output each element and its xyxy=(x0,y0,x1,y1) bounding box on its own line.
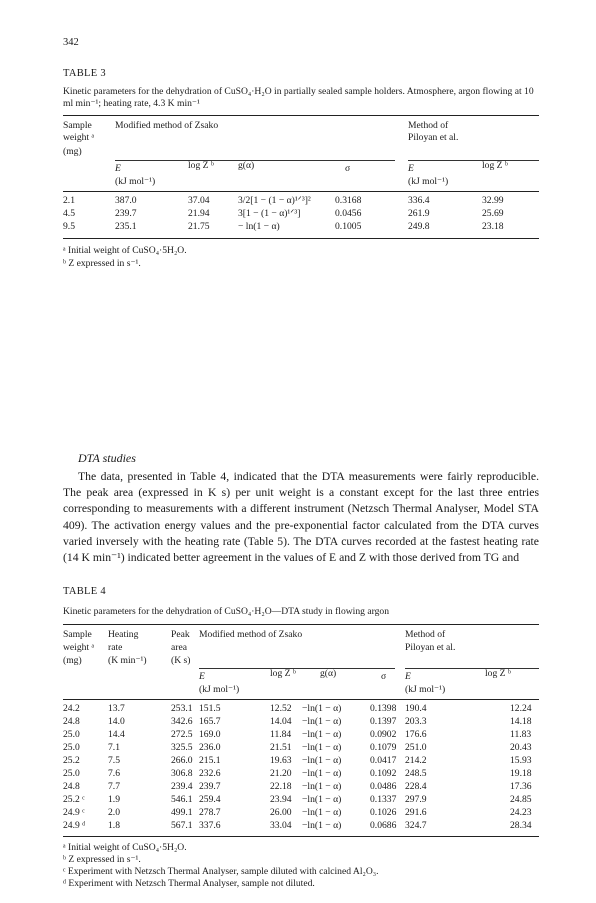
table4-h-E2: E xyxy=(405,671,411,682)
table4-h-zsako: Modified method of Zsako xyxy=(199,629,303,640)
cell-logZ: 21.20 xyxy=(270,768,292,779)
cell-logZ: 26.00 xyxy=(270,807,292,818)
cell-g: −ln(1 − α) xyxy=(302,742,342,753)
cell-weight: 4.5 xyxy=(63,208,75,219)
cell-logZ2: 17.36 xyxy=(510,781,532,792)
table4-h-kmin: (K min⁻¹) xyxy=(108,655,147,666)
cell-area: 325.5 xyxy=(171,742,193,753)
table4-h-area: area xyxy=(171,642,187,653)
cell-g: 3[1 − (1 − α)¹ᐟ³] xyxy=(238,208,301,219)
cell-logZ2: 23.18 xyxy=(482,221,504,232)
table4-h-peak: Peak xyxy=(171,629,190,640)
cell-E2: 297.9 xyxy=(405,794,427,805)
cell-weight: 24.9 ᶜ xyxy=(63,807,85,818)
table4-h-ks: (K s) xyxy=(171,655,191,666)
table4-h-mg: (mg) xyxy=(63,655,82,666)
cell-E2: 214.2 xyxy=(405,755,427,766)
cell-E: 278.7 xyxy=(199,807,221,818)
cell-rate: 7.6 xyxy=(108,768,120,779)
cell-E2: 176.6 xyxy=(405,729,427,740)
cell-weight: 24.8 xyxy=(63,716,80,727)
cell-g: −ln(1 − α) xyxy=(302,716,342,727)
table3-h-logZ2: log Z ᵇ xyxy=(482,160,508,171)
cell-weight: 9.5 xyxy=(63,221,75,232)
cell-E: 165.7 xyxy=(199,716,221,727)
cell-E: 169.0 xyxy=(199,729,221,740)
cell-logZ2: 24.23 xyxy=(510,807,532,818)
cell-g: − ln(1 − α) xyxy=(238,221,280,232)
cell-logZ2: 19.18 xyxy=(510,768,532,779)
table3-bottom-rule xyxy=(63,238,539,239)
table4-h-E: E xyxy=(199,671,205,682)
table4-h-method-of: Method of xyxy=(405,629,446,640)
table4-h-g: g(α) xyxy=(320,668,337,679)
cell-rate: 2.0 xyxy=(108,807,120,818)
cell-logZ: 21.51 xyxy=(270,742,292,753)
cell-E2: 291.6 xyxy=(405,807,427,818)
cell-logZ: 21.75 xyxy=(188,221,210,232)
cell-logZ: 37.04 xyxy=(188,195,210,206)
cell-E2: 249.8 xyxy=(408,221,430,232)
cell-sigma: 0.3168 xyxy=(335,195,362,206)
table4-header-rule xyxy=(63,699,539,700)
cell-logZ: 19.63 xyxy=(270,755,292,766)
cell-weight: 2.1 xyxy=(63,195,75,206)
cell-rate: 7.1 xyxy=(108,742,120,753)
table4-h-kJ2: (kJ mol⁻¹) xyxy=(405,684,446,695)
table3-footnote-a: ᵃ Initial weight of CuSO₄·5H₂O. xyxy=(63,245,187,256)
cell-logZ2: 11.83 xyxy=(510,729,532,740)
cell-area: 266.0 xyxy=(171,755,193,766)
cell-area: 499.1 xyxy=(171,807,193,818)
cell-E2: 248.5 xyxy=(405,768,427,779)
cell-E: 259.4 xyxy=(199,794,221,805)
cell-rate: 1.8 xyxy=(108,820,120,831)
cell-rate: 14.4 xyxy=(108,729,125,740)
table3-h-E2: E xyxy=(408,163,414,174)
cell-sigma: 0.1026 xyxy=(370,807,397,818)
cell-area: 306.8 xyxy=(171,768,193,779)
cell-g: −ln(1 − α) xyxy=(302,755,342,766)
table3-h-kJ2: (kJ mol⁻¹) xyxy=(408,176,449,187)
cell-E2: 190.4 xyxy=(405,703,427,714)
cell-rate: 7.5 xyxy=(108,755,120,766)
cell-logZ: 14.04 xyxy=(270,716,292,727)
cell-sigma: 0.0486 xyxy=(370,781,397,792)
cell-E2: 228.4 xyxy=(405,781,427,792)
cell-E: 236.0 xyxy=(199,742,221,753)
table3-footnote-b: ᵇ Z expressed in s⁻¹. xyxy=(63,258,141,269)
table3-piloyan-rule xyxy=(408,160,539,161)
table4-h-logZ2: log Z ᵇ xyxy=(485,668,511,679)
table3-h-sigma: σ xyxy=(345,163,351,174)
cell-area: 253.1 xyxy=(171,703,193,714)
table3-h-weight: weight ᵃ xyxy=(63,132,95,143)
cell-E2: 324.7 xyxy=(405,820,427,831)
cell-g: −ln(1 − α) xyxy=(302,794,342,805)
cell-g: −ln(1 − α) xyxy=(302,781,342,792)
cell-logZ: 22.18 xyxy=(270,781,292,792)
cell-weight: 24.2 xyxy=(63,703,80,714)
cell-E: 215.1 xyxy=(199,755,221,766)
cell-logZ: 12.52 xyxy=(270,703,292,714)
cell-logZ2: 28.34 xyxy=(510,820,532,831)
cell-sigma: 0.0417 xyxy=(370,755,397,766)
table3-label: TABLE 3 xyxy=(63,68,106,79)
cell-g: −ln(1 − α) xyxy=(302,703,342,714)
cell-rate: 13.7 xyxy=(108,703,125,714)
table4-top-rule xyxy=(63,624,539,625)
cell-g: −ln(1 − α) xyxy=(302,768,342,779)
cell-E: 235.1 xyxy=(115,221,137,232)
cell-logZ: 21.94 xyxy=(188,208,210,219)
cell-weight: 25.0 xyxy=(63,768,80,779)
section-paragraph: The data, presented in Table 4, indicated that the DTA measurements were fairly reproducible. The peak area (expressed in K s) per unit weight is a constant except for the last three entries corresponding to measurements with a different instrument (Netzsch Thermal Analyser, Model STA 409). The activation energy values and the pre-exponential factor calculated from the DTA curves varied inversely with the heating rate (Table 5). The DTA curves recorded at the fastest heating rate (14 K min⁻¹) indicated better agreement in the values of E and Z with those derived from TG and xyxy=(63,470,539,565)
cell-sigma: 0.1005 xyxy=(335,221,362,232)
cell-logZ2: 24.85 xyxy=(510,794,532,805)
table3-h-kJ: (kJ mol⁻¹) xyxy=(115,176,156,187)
cell-g: −ln(1 − α) xyxy=(302,729,342,740)
table3-h-zsako: Modified method of Zsako xyxy=(115,120,219,131)
cell-g: −ln(1 − α) xyxy=(302,807,342,818)
cell-E: 239.7 xyxy=(115,208,137,219)
cell-g: 3/2[1 − (1 − α)¹ᐟ³]² xyxy=(238,195,311,206)
cell-rate: 1.9 xyxy=(108,794,120,805)
table3-caption: Kinetic parameters for the dehydration of CuSO₄·H₂O in partially sealed sample holders. Atmosphere, argon flowing at 10 ml min⁻¹; heating rate, 4.3 K min⁻¹ xyxy=(63,86,534,109)
cell-E: 387.0 xyxy=(115,195,137,206)
table4-bottom-rule xyxy=(63,836,539,837)
cell-area: 567.1 xyxy=(171,820,193,831)
cell-logZ2: 25.69 xyxy=(482,208,504,219)
table4-footnote-d: ᵈ Experiment with Netzsch Thermal Analyser, sample not diluted. xyxy=(63,878,315,889)
table4-h-sample: Sample xyxy=(63,629,92,640)
table4-footnote-c: ᶜ Experiment with Netzsch Thermal Analyser, sample diluted with calcined Al₂O₃. xyxy=(63,866,379,877)
table4-caption: Kinetic parameters for the dehydration of CuSO₄·H₂O—DTA study in flowing argon xyxy=(63,606,390,617)
cell-sigma: 0.1092 xyxy=(370,768,397,779)
table4-h-sigma: σ xyxy=(381,671,387,682)
table4-h-kJ: (kJ mol⁻¹) xyxy=(199,684,240,695)
table3-h-sample: Sample xyxy=(63,120,92,131)
cell-sigma: 0.1337 xyxy=(370,794,397,805)
table3-top-rule xyxy=(63,115,539,116)
cell-sigma: 0.0456 xyxy=(335,208,362,219)
table3-h-E: E xyxy=(115,163,121,174)
table4-h-weight: weight ᵃ xyxy=(63,642,95,653)
table3-h-mg: (mg) xyxy=(63,146,82,157)
cell-logZ: 33.04 xyxy=(270,820,292,831)
cell-rate: 14.0 xyxy=(108,716,125,727)
cell-weight: 25.2 xyxy=(63,755,80,766)
table4-h-rate: rate xyxy=(108,642,123,653)
cell-area: 272.5 xyxy=(171,729,193,740)
cell-E: 239.7 xyxy=(199,781,221,792)
cell-weight: 24.8 xyxy=(63,781,80,792)
table4-label: TABLE 4 xyxy=(63,586,106,597)
cell-weight: 25.0 xyxy=(63,729,80,740)
cell-logZ2: 15.93 xyxy=(510,755,532,766)
cell-sigma: 0.1079 xyxy=(370,742,397,753)
cell-E: 151.5 xyxy=(199,703,221,714)
section-heading: DTA studies xyxy=(78,451,136,465)
table3-h-piloyan: Piloyan et al. xyxy=(408,132,459,143)
cell-rate: 7.7 xyxy=(108,781,120,792)
cell-sigma: 0.0902 xyxy=(370,729,397,740)
cell-E2: 203.3 xyxy=(405,716,427,727)
cell-sigma: 0.1397 xyxy=(370,716,397,727)
table3-header-rule xyxy=(63,191,539,192)
cell-logZ: 11.84 xyxy=(270,729,292,740)
table4-h-heating: Heating xyxy=(108,629,139,640)
cell-logZ2: 12.24 xyxy=(510,703,532,714)
table4-h-logZ: log Z ᵇ xyxy=(270,668,296,679)
cell-E2: 261.9 xyxy=(408,208,430,219)
table3-zsako-rule xyxy=(115,160,395,161)
cell-logZ: 23.94 xyxy=(270,794,292,805)
table4-footnote-a: ᵃ Initial weight of CuSO₄·5H₂O. xyxy=(63,842,187,853)
cell-weight: 24.9 ᵈ xyxy=(63,820,86,831)
table4-h-piloyan: Piloyan et al. xyxy=(405,642,456,653)
cell-area: 546.1 xyxy=(171,794,193,805)
cell-area: 239.4 xyxy=(171,781,193,792)
cell-E: 232.6 xyxy=(199,768,221,779)
table4-piloyan-rule xyxy=(405,668,539,669)
page-number: 342 xyxy=(63,37,79,48)
cell-sigma: 0.0686 xyxy=(370,820,397,831)
table4-zsako-rule xyxy=(199,668,395,669)
table3-h-g: g(α) xyxy=(238,160,255,171)
cell-weight: 25.0 xyxy=(63,742,80,753)
cell-logZ2: 14.18 xyxy=(510,716,532,727)
cell-E: 337.6 xyxy=(199,820,221,831)
table3-h-logZ: log Z ᵇ xyxy=(188,160,214,171)
cell-weight: 25.2 ᶜ xyxy=(63,794,85,805)
cell-logZ2: 20.43 xyxy=(510,742,532,753)
cell-E2: 251.0 xyxy=(405,742,427,753)
table3-h-method-of: Method of xyxy=(408,120,449,131)
cell-sigma: 0.1398 xyxy=(370,703,397,714)
cell-logZ2: 32.99 xyxy=(482,195,504,206)
table4-footnote-b: ᵇ Z expressed in s⁻¹. xyxy=(63,854,141,865)
cell-g: −ln(1 − α) xyxy=(302,820,342,831)
cell-E2: 336.4 xyxy=(408,195,430,206)
cell-area: 342.6 xyxy=(171,716,193,727)
